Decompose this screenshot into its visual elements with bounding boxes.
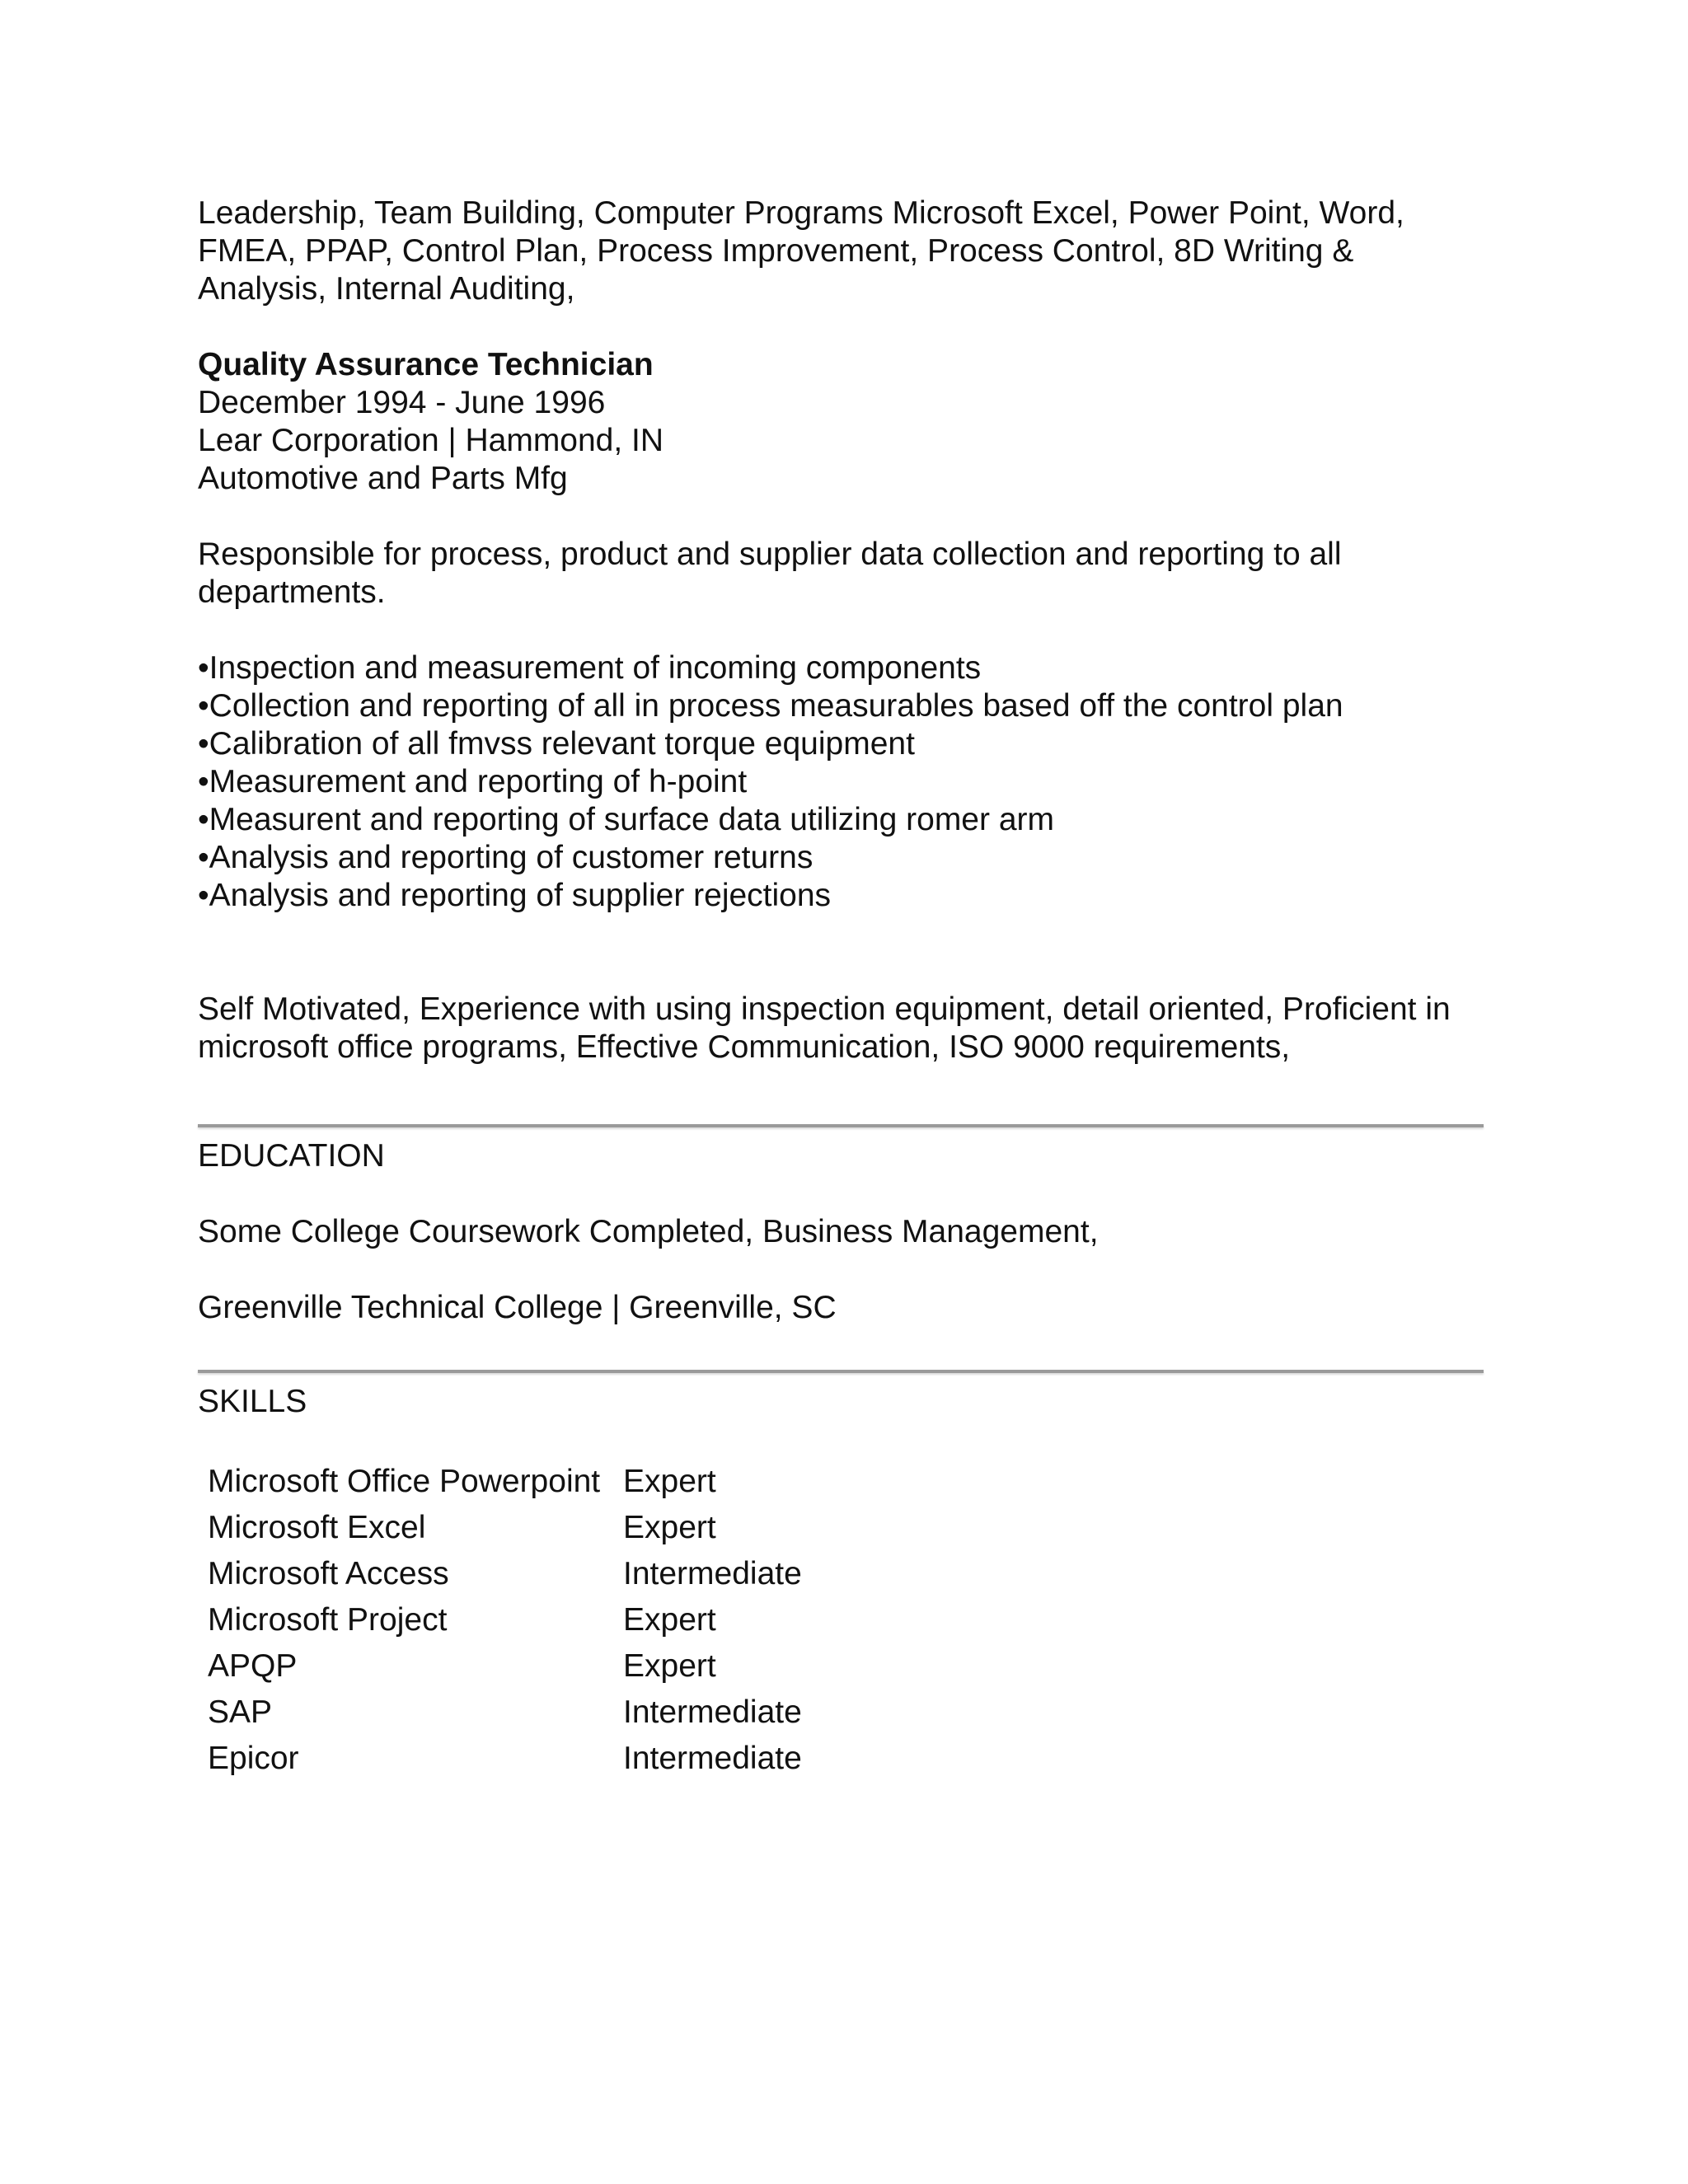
skill-level: Expert [623, 1602, 716, 1638]
skills-summary: Leadership, Team Building, Computer Programs Microsoft Excel, Power Point, Word, FMEA, PPAP, Control Plan, Process Improvement, Process Control, 8D Writing & Analysis, Internal Auditing, [198, 195, 1404, 307]
job-duty-item: •Analysis and reporting of supplier rejections [198, 878, 832, 913]
skill-level: Expert [623, 1510, 716, 1545]
job-duty-item: •Measurement and reporting of h-point [198, 764, 748, 799]
skill-name: Microsoft Excel [208, 1510, 426, 1545]
job-employer: Lear Corporation | Hammond, IN [198, 423, 664, 458]
skill-name: Epicor [208, 1741, 299, 1776]
job-duty-item: •Calibration of all fmvss relevant torque equipment [198, 726, 915, 762]
section-divider [198, 1370, 1484, 1373]
skill-name: Microsoft Access [208, 1556, 449, 1591]
skill-level: Expert [623, 1464, 716, 1499]
job-dates: December 1994 - June 1996 [198, 385, 606, 420]
job-duties-list [198, 649, 1484, 915]
job-duty-item: •Analysis and reporting of customer returns [198, 840, 814, 875]
skill-level: Intermediate [623, 1556, 802, 1591]
skill-level: Intermediate [623, 1741, 802, 1776]
job-industry: Automotive and Parts Mfg [198, 461, 568, 496]
skill-name: APQP [208, 1648, 298, 1684]
skill-name: SAP [208, 1694, 273, 1730]
skill-row [208, 1643, 802, 1690]
skill-row [208, 1736, 802, 1782]
resume-page [198, 194, 1484, 1782]
job-title: Quality Assurance Technician [198, 347, 654, 382]
skill-row [208, 1505, 802, 1551]
education-school: Greenville Technical College | Greenville, SC [198, 1290, 837, 1325]
strengths-summary: Self Motivated, Experience with using inspection equipment, detail oriented, Proficient in microsoft office programs, Effective Communication, ISO 9000 requirements, [198, 991, 1451, 1065]
skills-heading: SKILLS [198, 1384, 307, 1419]
skill-level: Intermediate [623, 1694, 802, 1730]
education-heading: EDUCATION [198, 1138, 385, 1174]
job-duty-item: •Collection and reporting of all in process measurables based off the control plan [198, 688, 1343, 724]
skill-name: Microsoft Office Powerpoint [208, 1464, 601, 1499]
job-duty-item: •Inspection and measurement of incoming components [198, 650, 982, 686]
skill-row [208, 1690, 802, 1736]
job-entry [198, 346, 1484, 498]
job-duty-item: •Measurent and reporting of surface data utilizing romer arm [198, 802, 1054, 837]
skill-row [208, 1459, 802, 1505]
education-degree: Some College Coursework Completed, Business Management, [198, 1214, 1099, 1249]
skill-row [208, 1551, 802, 1597]
skills-table [208, 1459, 802, 1782]
skill-name: Microsoft Project [208, 1602, 448, 1638]
job-responsibility: Responsible for process, product and supplier data collection and reporting to all departments. [198, 537, 1342, 610]
skill-row [208, 1597, 802, 1643]
section-divider [198, 1124, 1484, 1127]
skill-level: Expert [623, 1648, 716, 1684]
